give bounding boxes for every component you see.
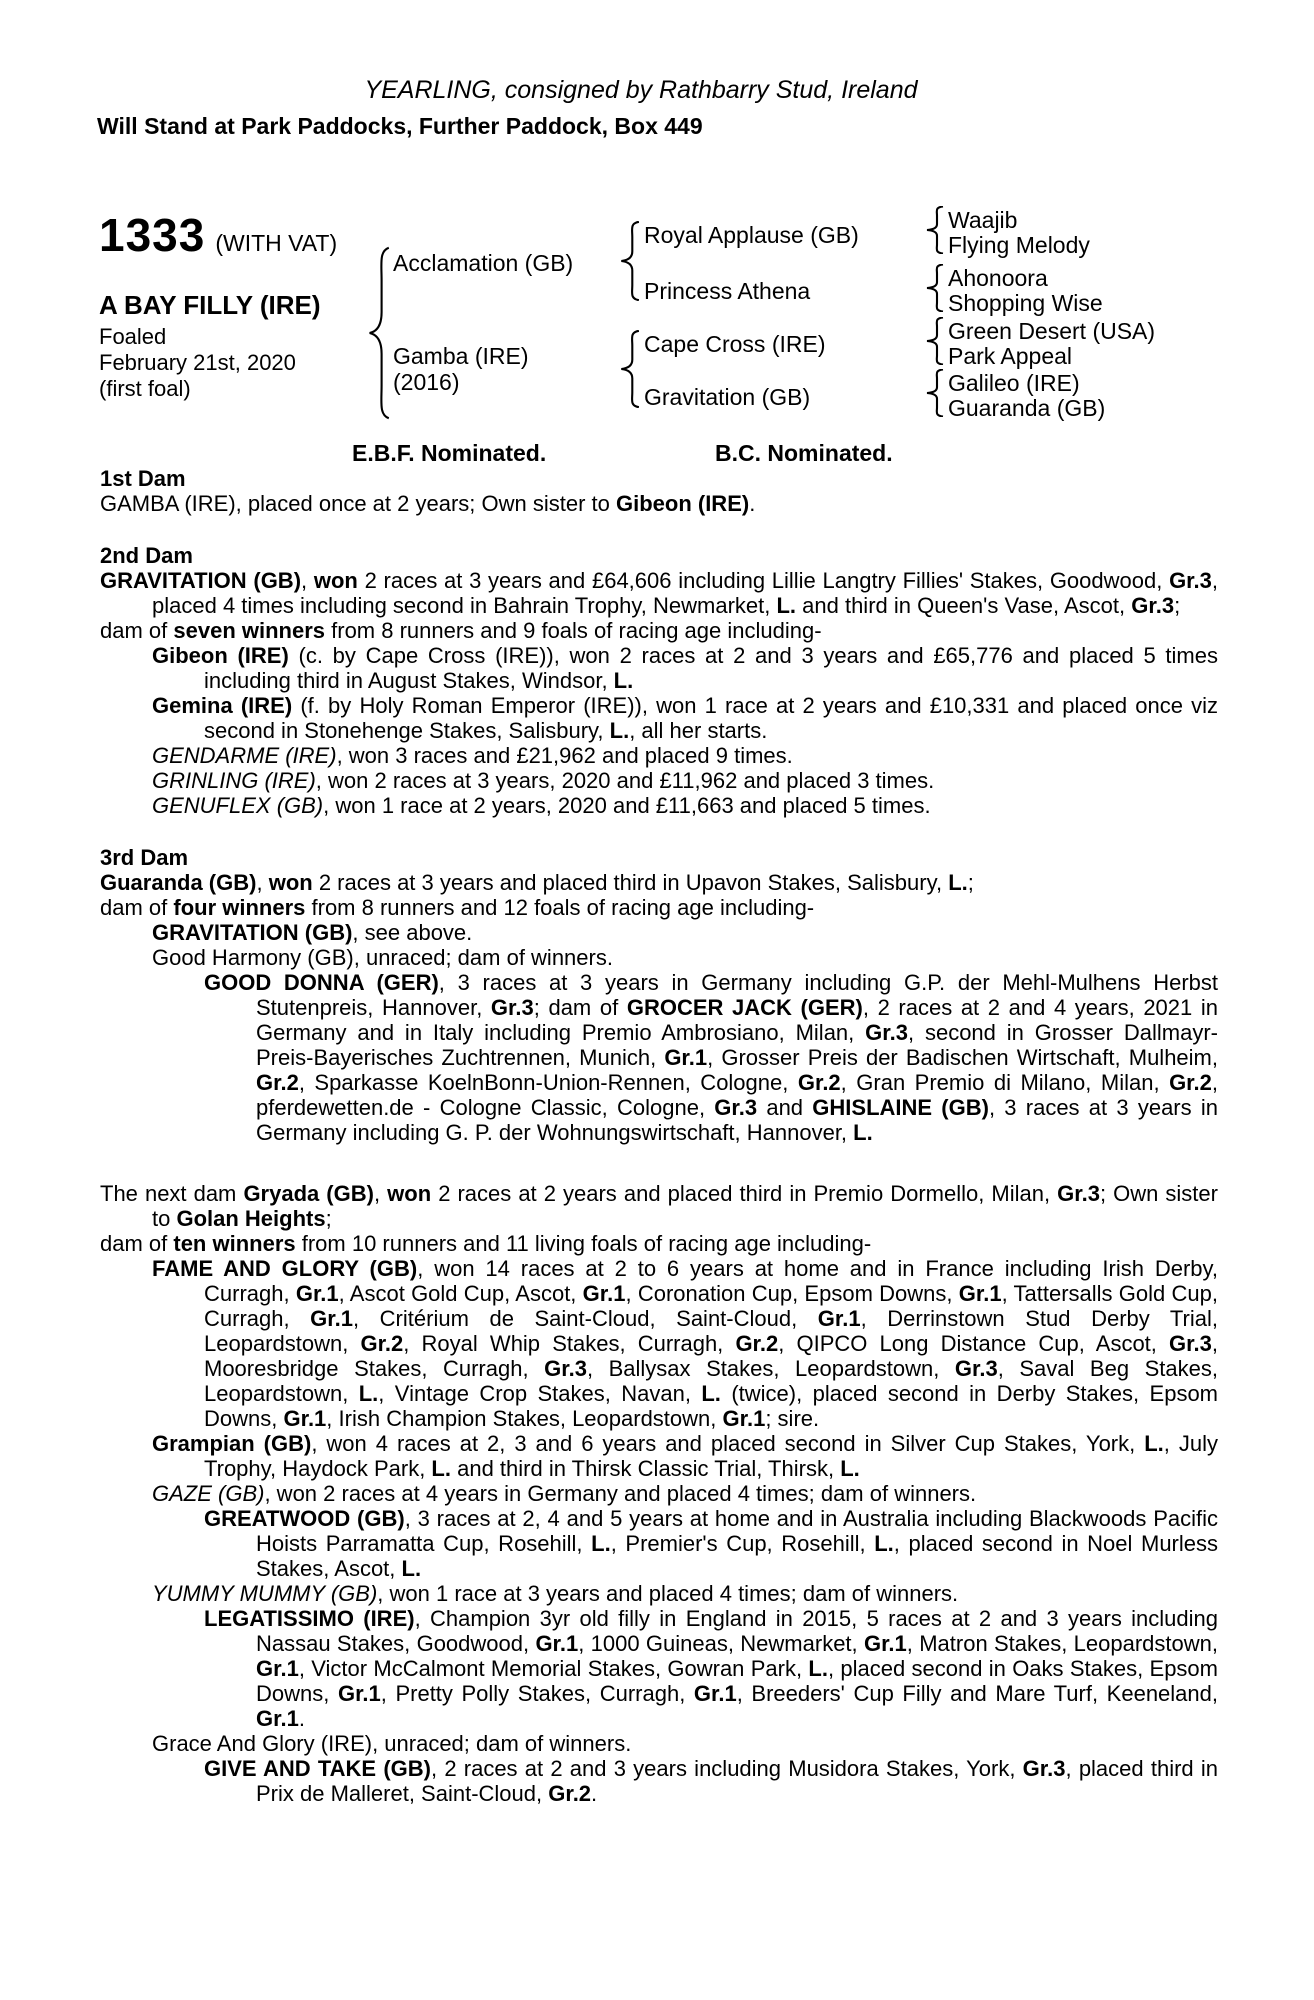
pedigree-brace	[618, 330, 640, 408]
text-run: (c. by Cape Cross (IRE)), won 2 races at 2 and 3 years and £65,776 and placed 5 times including third in August Stakes, Windsor,	[204, 643, 1218, 693]
pedigree-paragraph	[100, 618, 1218, 643]
great-grandparent-name: Guaranda (GB)	[948, 395, 1106, 421]
text-run: Gr.2	[797, 1070, 841, 1095]
text-run: L.	[948, 870, 968, 895]
text-run: , Victor McCalmont Memorial Stakes, Gowran Park,	[298, 1656, 809, 1681]
text-run: , placed 4 times including second in Bahrain Trophy, Newmarket,	[152, 568, 1218, 618]
pedigree-brace	[924, 206, 944, 254]
text-run: , won 3 races and £21,962 and placed 9 times.	[336, 743, 793, 768]
text-run: ,	[373, 1181, 388, 1206]
text-run: YUMMY MUMMY (GB)	[152, 1581, 378, 1606]
great-grandparent-name: Flying Melody	[948, 232, 1090, 258]
text-run: , Matron Stakes, Leopardstown,	[906, 1631, 1218, 1656]
text-run: , Ballysax Stakes, Leopardstown,	[586, 1356, 955, 1381]
text-run: Gr.1	[817, 1306, 861, 1331]
text-run: Gr.3	[1169, 1331, 1212, 1356]
text-run: , Sparkasse KoelnBonn-Union-Rennen, Cologne,	[298, 1070, 798, 1095]
pedigree-sections	[100, 466, 1218, 1806]
text-run: , Mooresbridge Stakes, Curragh,	[204, 1331, 1218, 1381]
first-foal-note: (first foal)	[99, 376, 191, 401]
text-run: L.	[874, 1531, 894, 1556]
pedigree-brace	[618, 221, 640, 301]
text-run: , Ascot Gold Cup, Ascot,	[338, 1281, 583, 1306]
text-run: , Irish Champion Stakes, Leopardstown,	[326, 1406, 723, 1431]
text-run: , Vintage Crop Stakes, Navan,	[378, 1381, 702, 1406]
text-run: ,	[301, 568, 314, 593]
text-run: , see above.	[352, 920, 473, 945]
text-run: Gr.1	[283, 1406, 327, 1431]
text-run: , Grosser Preis der Badischen Wirtschaft, Mulheim,	[707, 1045, 1218, 1070]
text-run: , Royal Whip Stakes, Curragh,	[403, 1331, 736, 1356]
pedigree-paragraph	[100, 895, 1218, 920]
text-run: dam of	[100, 618, 174, 643]
text-run: GRINLING (IRE)	[152, 768, 316, 793]
text-run: L.	[776, 593, 797, 618]
text-run: GIVE AND TAKE (GB)	[204, 1756, 431, 1781]
pedigree-brace	[366, 246, 390, 420]
text-run: , Champion 3yr old filly in England in 2015, 5 races at 2 and 3 years including Nassau Stakes, Goodwood,	[256, 1606, 1218, 1656]
text-run: Golan Heights	[176, 1206, 326, 1231]
text-run: ;	[967, 870, 974, 895]
lot-number: 1333	[99, 209, 206, 261]
text-run: ten winners	[173, 1231, 296, 1256]
text-run: seven winners	[173, 618, 326, 643]
text-run: .	[298, 1706, 305, 1731]
text-run: ; Own sister to	[152, 1181, 1218, 1231]
text-run: GRAVITATION (GB)	[100, 568, 302, 593]
text-run: , Pretty Polly Stakes, Curragh,	[380, 1681, 694, 1706]
text-run: L.	[591, 1531, 611, 1556]
dam-section	[100, 466, 1218, 516]
text-run: ; sire.	[765, 1406, 820, 1431]
pedigree-paragraph	[100, 1606, 1218, 1731]
text-run: GROCER JACK (GER)	[626, 995, 863, 1020]
text-run: L.	[609, 718, 630, 743]
pedigree-paragraph	[100, 1256, 1218, 1431]
text-run: L.	[808, 1656, 828, 1681]
text-run: GAMBA (IRE), placed once at 2 years; Own sister to	[100, 491, 616, 516]
text-run: L.	[701, 1381, 721, 1406]
pedigree-paragraph	[100, 1481, 1218, 1506]
text-run: , pferdewetten.de - Cologne Classic, Cologne,	[256, 1070, 1218, 1120]
text-run: 2 races at 2 years and placed third in Premio Dormello, Milan,	[431, 1181, 1058, 1206]
text-run: , all her starts.	[629, 718, 768, 743]
text-run: Grampian (GB)	[152, 1431, 312, 1456]
pedigree-paragraph	[100, 1756, 1218, 1806]
grandparent-name: Princess Athena	[644, 278, 811, 304]
text-run: Gr.3	[1022, 1756, 1066, 1781]
text-run: Gr.2	[256, 1070, 299, 1095]
text-run: (f. by Holy Roman Emperor (IRE)), won 1 race at 2 years and £10,331 and placed once viz second in Stonehenge Stakes, Salisbury,	[204, 693, 1218, 743]
dam-section-heading: 3rd Dam	[100, 845, 189, 870]
pedigree-paragraph	[100, 793, 1218, 818]
text-run: Gr.1	[958, 1281, 1002, 1306]
text-run: , won 2 races at 4 years in Germany and placed 4 times; dam of winners.	[264, 1481, 977, 1506]
text-run: Gr.2	[735, 1331, 779, 1356]
text-run: ; dam of	[533, 995, 627, 1020]
text-run: , 3 races at 2, 4 and 5 years at home and in Australia including Blackwoods Pacific Hoists Parramatta Cup, Rosehill,	[256, 1506, 1218, 1556]
pedigree-paragraph	[100, 1181, 1218, 1231]
bc-nomination: B.C. Nominated.	[715, 440, 893, 466]
text-run: GRAVITATION (GB)	[152, 920, 353, 945]
text-run: (twice), placed second in Derby Stakes, Epsom Downs,	[204, 1381, 1218, 1431]
text-run: Gr.1	[582, 1281, 626, 1306]
pedigree-paragraph	[100, 870, 1218, 895]
text-run: , Premier's Cup, Rosehill,	[610, 1531, 875, 1556]
text-run: Gr.1	[256, 1706, 299, 1731]
text-run: from 8 runners and 12 foals of racing age including-	[305, 895, 815, 920]
text-run: .	[591, 1781, 598, 1806]
text-run: Gr.1	[535, 1631, 579, 1656]
text-run: GHISLAINE (GB)	[812, 1095, 989, 1120]
text-run: , won 1 race at 2 years, 2020 and £11,663 and placed 5 times.	[323, 793, 931, 818]
dam-section-heading: 1st Dam	[100, 466, 186, 491]
foaled-date: February 21st, 2020	[99, 350, 296, 375]
pedigree-paragraph	[100, 568, 1218, 618]
text-run: Guaranda (GB)	[100, 870, 257, 895]
ebf-nomination: E.B.F. Nominated.	[352, 440, 547, 466]
text-run: won	[268, 870, 313, 895]
pedigree-brace	[924, 317, 944, 365]
great-grandparent-name: Green Desert (USA)	[948, 318, 1156, 344]
text-run: , Saval Beg Stakes, Leopardstown,	[204, 1356, 1218, 1406]
pedigree-paragraph	[100, 1731, 1218, 1756]
text-run: FAME AND GLORY (GB)	[152, 1256, 418, 1281]
text-run: , won 1 race at 3 years and placed 4 times; dam of winners.	[377, 1581, 959, 1606]
great-grandparent-name: Ahonoora	[948, 265, 1048, 291]
foaled-label: Foaled	[99, 324, 167, 349]
text-run: dam of	[100, 895, 174, 920]
text-run: from 10 runners and 11 living foals of racing age including-	[295, 1231, 872, 1256]
pedigree-paragraph	[100, 1506, 1218, 1581]
text-run: , Gran Premio di Milano, Milan,	[840, 1070, 1170, 1095]
text-run: Gr.2	[360, 1331, 404, 1356]
great-grandparent-name: Galileo (IRE)	[948, 370, 1080, 396]
grandparent-name: Cape Cross (IRE)	[644, 331, 826, 357]
text-run: Gr.3	[865, 1020, 908, 1045]
text-run: , second in Grosser Dallmayr-Preis-Bayerisches Zuchtrennen, Munich,	[256, 1020, 1218, 1070]
grandparent-name: Gravitation (GB)	[644, 384, 811, 410]
text-run: Gr.1	[256, 1656, 299, 1681]
text-run: Gemina (IRE)	[152, 693, 293, 718]
text-run: , won 2 races at 3 years, 2020 and £11,962 and placed 3 times.	[315, 768, 935, 793]
grandparent-name: Royal Applause (GB)	[644, 222, 859, 248]
text-run: , placed third in Prix de Malleret, Saint-Cloud,	[256, 1756, 1218, 1806]
dam-section	[100, 845, 1218, 1145]
dam-section	[100, 543, 1218, 818]
text-run: dam of	[100, 1231, 174, 1256]
pedigree-brace	[924, 369, 944, 417]
text-run: GAZE (GB)	[152, 1481, 265, 1506]
text-run: Gr.3	[1131, 593, 1175, 618]
text-run: Gr.1	[310, 1306, 353, 1331]
text-run: Gr.3	[544, 1356, 587, 1381]
pedigree-paragraph	[100, 1431, 1218, 1481]
vat-note: (WITH VAT)	[215, 230, 338, 256]
dam-section-heading: 2nd Dam	[100, 543, 193, 568]
text-run: ,	[256, 870, 269, 895]
text-run: four winners	[173, 895, 306, 920]
text-run: GREATWOOD (GB)	[204, 1506, 405, 1531]
text-run: and	[757, 1095, 813, 1120]
text-run: Gr.1	[722, 1406, 766, 1431]
pedigree-paragraph	[100, 491, 1218, 516]
pedigree-brace	[924, 264, 944, 312]
text-run: Grace And Glory (IRE), unraced; dam of winners.	[152, 1731, 632, 1756]
text-run: Gr.1	[693, 1681, 737, 1706]
text-run: Gr.2	[548, 1781, 592, 1806]
great-grandparent-name: Park Appeal	[948, 343, 1073, 369]
text-run: Gr.1	[337, 1681, 381, 1706]
text-run: , 1000 Guineas, Newmarket,	[578, 1631, 864, 1656]
dam-section	[100, 1181, 1218, 1806]
text-run: L.	[853, 1120, 873, 1145]
text-run: Gr.3	[490, 995, 534, 1020]
pedigree-paragraph	[100, 743, 1218, 768]
text-run: , 2 races at 2 and 4 years, 2021 in Germany and in Italy including Premio Ambrosiano, Milan,	[256, 995, 1218, 1045]
text-run: GENUFLEX (GB)	[152, 793, 324, 818]
text-run: , 3 races at 3 years in Germany including G.P. der Mehl-Mulhens Herbst Stutenpreis, Hannover,	[256, 970, 1219, 1020]
text-run: , Coronation Cup, Epsom Downs,	[625, 1281, 959, 1306]
text-run: L.	[431, 1456, 451, 1481]
text-run: Gr.1	[863, 1631, 907, 1656]
text-run: , won 4 races at 2, 3 and 6 years and placed second in Silver Cup Stakes, York,	[311, 1431, 1145, 1456]
text-run: Gibeon (IRE)	[615, 491, 750, 516]
text-run: The next dam	[100, 1181, 244, 1206]
text-run: , Breeders' Cup Filly and Mare Turf, Keeneland,	[736, 1681, 1218, 1706]
text-run: Gr.1	[664, 1045, 708, 1070]
text-run: L.	[1144, 1431, 1164, 1456]
lot-row	[99, 208, 337, 262]
dam-name: Gamba (IRE)	[393, 343, 529, 369]
text-run: and third in Thirsk Classic Trial, Thirsk,	[450, 1456, 841, 1481]
text-run: , Critérium de Saint-Cloud, Saint-Cloud,	[352, 1306, 818, 1331]
text-run: L.	[840, 1456, 860, 1481]
pedigree-paragraph	[100, 920, 1218, 945]
pedigree-paragraph	[100, 1581, 1218, 1606]
text-run: 2 races at 3 years and placed third in Upavon Stakes, Salisbury,	[312, 870, 949, 895]
text-run: Gr.3	[1057, 1181, 1100, 1206]
text-run: .	[749, 491, 756, 516]
text-run: and third in Queen's Vase, Ascot,	[796, 593, 1132, 618]
great-grandparent-name: Waajib	[948, 207, 1018, 233]
text-run: , won 14 races at 2 to 6 years at home and in France including Irish Derby, Curragh,	[204, 1256, 1218, 1306]
text-run: , QIPCO Long Distance Cup, Ascot,	[778, 1331, 1170, 1356]
stand-location: Will Stand at Park Paddocks, Further Paddock, Box 449	[97, 113, 703, 139]
text-run: GOOD DONNA (GER)	[204, 970, 439, 995]
pedigree-paragraph	[100, 945, 1218, 970]
text-run: ;	[1174, 593, 1181, 618]
page-title: YEARLING, consigned by Rathbarry Stud, Ireland	[364, 76, 918, 104]
text-run: Gr.3	[1169, 568, 1212, 593]
text-run: won	[387, 1181, 432, 1206]
dam-year: (2016)	[393, 369, 460, 395]
text-run: , placed second in Oaks Stakes, Epsom Downs,	[256, 1656, 1218, 1706]
pedigree-paragraph	[100, 1231, 1218, 1256]
text-run: LEGATISSIMO (IRE)	[204, 1606, 415, 1631]
text-run: Good Harmony (GB), unraced; dam of winners.	[152, 945, 613, 970]
text-run: Gibeon (IRE)	[152, 643, 289, 668]
text-run: , Tattersalls Gold Cup, Curragh,	[204, 1281, 1218, 1331]
text-run: , July Trophy, Haydock Park,	[204, 1431, 1218, 1481]
pedigree-paragraph	[100, 768, 1218, 793]
pedigree-paragraph	[100, 970, 1218, 1145]
text-run: , Derrinstown Stud Derby Trial, Leopardstown,	[204, 1306, 1218, 1356]
text-run: Gryada (GB)	[243, 1181, 374, 1206]
horse-name: A BAY FILLY (IRE)	[99, 290, 321, 320]
great-grandparent-name: Shopping Wise	[948, 290, 1103, 316]
text-run: , 3 races at 3 years in Germany including G. P. der Wohnungswirtschaft, Hannover,	[256, 1095, 1218, 1145]
text-run: L.	[358, 1381, 379, 1406]
text-run: won	[313, 568, 358, 593]
text-run: 2 races at 3 years and £64,606 including Lillie Langtry Fillies' Stakes, Goodwood,	[357, 568, 1170, 593]
text-run: ;	[325, 1206, 332, 1231]
text-run: Gr.3	[714, 1095, 758, 1120]
text-run: from 8 runners and 9 foals of racing age including-	[325, 618, 822, 643]
text-run: Gr.2	[1169, 1070, 1212, 1095]
text-run: , placed second in Noel Murless Stakes, Ascot,	[256, 1531, 1219, 1581]
text-run: L.	[613, 668, 634, 693]
sire-name: Acclamation (GB)	[393, 250, 574, 276]
text-run: , 2 races at 2 and 3 years including Musidora Stakes, York,	[430, 1756, 1023, 1781]
text-run: Gr.1	[295, 1281, 339, 1306]
text-run: L.	[401, 1556, 422, 1581]
pedigree-paragraph	[100, 693, 1218, 743]
text-run: GENDARME (IRE)	[152, 743, 337, 768]
pedigree-paragraph	[100, 643, 1218, 693]
text-run: Gr.3	[954, 1356, 998, 1381]
